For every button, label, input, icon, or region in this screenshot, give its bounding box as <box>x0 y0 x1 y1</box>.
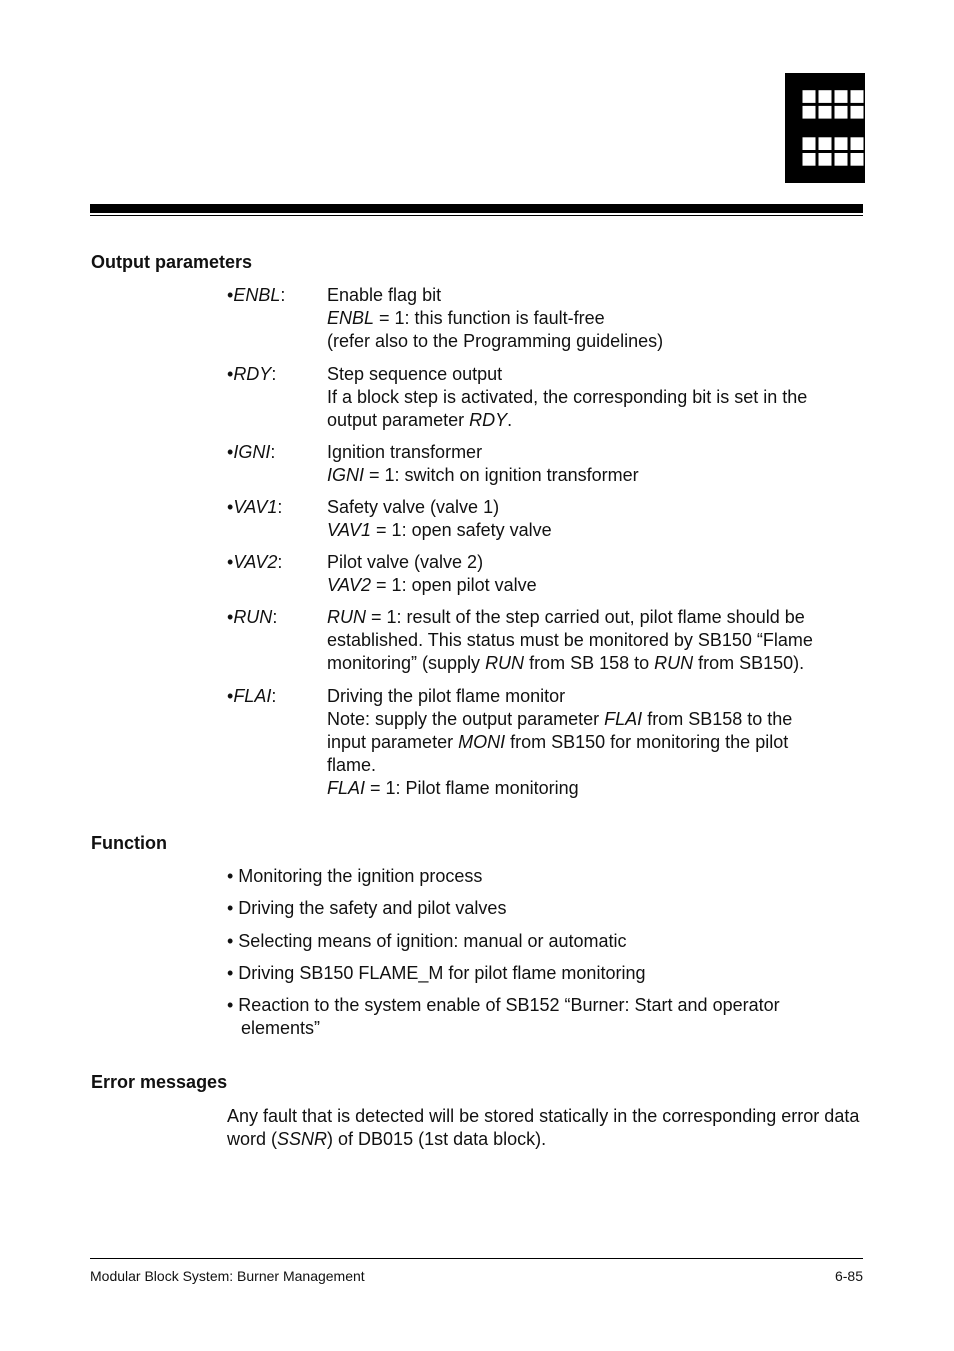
logo-cell <box>787 122 800 135</box>
logo-cell <box>851 90 864 103</box>
function-item: • Selecting means of ignition: manual or automatic <box>227 931 627 951</box>
footer-rule <box>90 1258 863 1259</box>
logo-cell <box>803 75 816 88</box>
logo-cell <box>803 137 816 150</box>
logo-cell <box>819 75 832 88</box>
logo-cell <box>819 153 832 166</box>
logo-cell <box>787 75 800 88</box>
logo-cell <box>819 106 832 119</box>
logo-cell <box>803 169 816 182</box>
param-igni-description: Ignition transformer IGNI = 1: switch on ignition transformer <box>327 442 639 485</box>
output-parameters-heading: Output parameters <box>91 252 253 272</box>
logo-cell <box>787 153 800 166</box>
function-item: • Reaction to the system enable of SB152 “Burner: Start and operator elements” <box>227 995 780 1038</box>
logo-cell <box>787 169 800 182</box>
function-item: • Driving the safety and pilot valves <box>227 898 507 918</box>
function-heading: Function <box>91 833 167 853</box>
param-rdy-term: •RDY: <box>227 364 277 384</box>
logo-cell <box>787 137 800 150</box>
param-enbl-term: •ENBL: <box>227 285 286 305</box>
param-rdy-description: Step sequence output If a block step is activated, the corresponding bit is set in the output parameter RDY. <box>327 364 808 430</box>
logo-cell <box>803 106 816 119</box>
logo-cell <box>787 90 800 103</box>
error-messages-heading: Error messages <box>91 1072 228 1092</box>
param-vav1-description: Safety valve (valve 1) VAV1 = 1: open safety valve <box>327 497 552 540</box>
logo-cell <box>851 75 864 88</box>
header-rule-thin <box>90 215 863 216</box>
logo-cell <box>851 137 864 150</box>
param-run-description: RUN = 1: result of the step carried out, pilot flame should be established. This status must be monitored by SB150 “Flame monitoring” (supply RUN from SB 158 to RUN from SB150). <box>327 607 813 673</box>
function-item: • Monitoring the ignition process <box>227 866 483 886</box>
logo-cell <box>851 153 864 166</box>
logo-cell <box>835 90 848 103</box>
param-vav2-term: •VAV2: <box>227 552 283 572</box>
error-messages-paragraph: Any fault that is detected will be stored statically in the corresponding error data word (SSNR) of DB015 (1st data block). <box>227 1106 860 1149</box>
grid-logo-icon <box>785 73 865 183</box>
logo-cell <box>851 169 864 182</box>
logo-cell <box>835 153 848 166</box>
logo-cell <box>851 106 864 119</box>
logo-cell <box>819 137 832 150</box>
logo-cell <box>803 90 816 103</box>
param-flai-description: Driving the pilot flame monitor Note: supply the output parameter FLAI from SB158 to the input parameter MONI from SB150 for monitoring the pilot flame. FLAI = 1: Pilot flame monitoring <box>327 686 793 798</box>
param-igni-term: •IGNI: <box>227 442 276 462</box>
param-flai-term: •FLAI: <box>227 686 277 706</box>
logo-cell <box>803 122 816 135</box>
logo-cell <box>787 106 800 119</box>
logo-cell <box>819 122 832 135</box>
logo-cell <box>835 122 848 135</box>
logo-cell <box>835 137 848 150</box>
logo-cell <box>835 169 848 182</box>
logo-cell <box>819 169 832 182</box>
param-run-term: •RUN: <box>227 607 278 627</box>
logo-cell <box>835 75 848 88</box>
param-vav1-term: •VAV1: <box>227 497 283 517</box>
logo-cell <box>851 122 864 135</box>
function-item: • Driving SB150 FLAME_M for pilot flame monitoring <box>227 963 646 983</box>
logo-cell <box>803 153 816 166</box>
footer-page-number: 6-85 <box>834 1268 863 1284</box>
logo-cell <box>819 90 832 103</box>
param-vav2-description: Pilot valve (valve 2) VAV2 = 1: open pilot valve <box>327 552 537 595</box>
footer-document-title: Modular Block System: Burner Management <box>90 1268 365 1284</box>
header-rule-thick <box>90 204 863 213</box>
param-enbl-description: Enable flag bit ENBL = 1: this function is fault-free (refer also to the Programming guidelines) <box>327 285 664 351</box>
logo-cell <box>835 106 848 119</box>
